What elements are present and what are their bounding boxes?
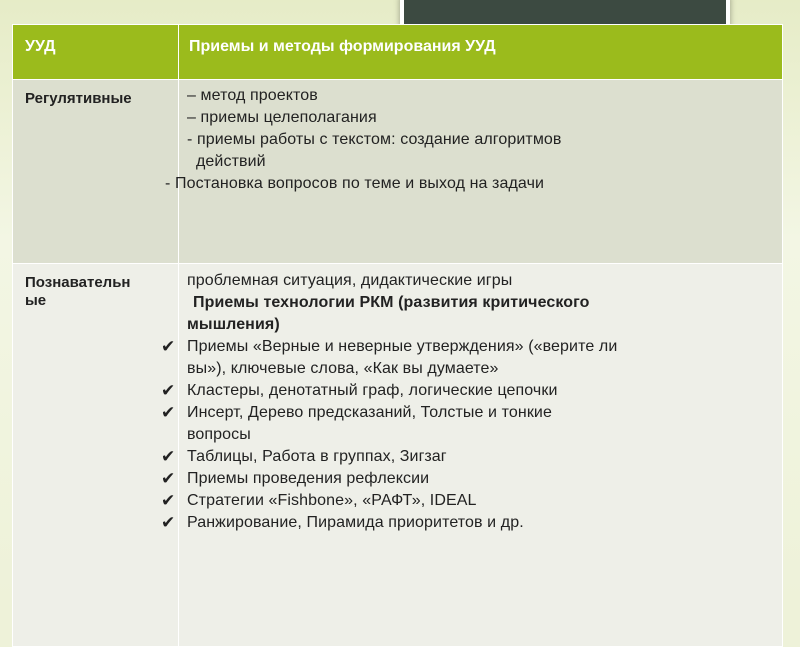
row-label-line: ые [25, 292, 47, 309]
section-heading: Приемы технологии РКМ (развития критического [193, 294, 590, 311]
header-uud: УУД [13, 25, 179, 80]
list-item-text: Таблицы, Работа в группах, Зигзаг [187, 448, 447, 465]
list-item-continuation: вопросы [187, 426, 251, 443]
check-mark-icon: ✔ [161, 337, 176, 356]
row-label-cognitive [13, 264, 179, 647]
list-item-continuation: действий [196, 153, 266, 170]
list-item-text: Ранжирование, Пирамида приоритетов и др. [187, 514, 524, 531]
row-content-regulative [165, 80, 783, 264]
list-item: – приемы целеполагания [187, 109, 377, 126]
check-mark-icon: ✔ [161, 403, 176, 422]
list-item [161, 380, 782, 402]
row-label-line: Познавательн [25, 274, 131, 291]
check-mark-icon: ✔ [161, 381, 176, 400]
list-item-text: Стратегии «Fishbone», «РАФТ», IDEAL [187, 492, 477, 509]
check-mark-icon: ✔ [161, 513, 176, 532]
list-item [161, 512, 782, 534]
check-mark-icon: ✔ [161, 447, 176, 466]
check-mark-icon: ✔ [161, 491, 176, 510]
list-item-text: Приемы «Верные и неверные утверждения» («верите ли [187, 338, 618, 355]
table-row-regulative [13, 80, 783, 264]
row-content-cognitive [161, 264, 783, 647]
list-item-text: Кластеры, денотатный граф, логические цепочки [187, 382, 558, 399]
list-item [161, 336, 782, 358]
list-item: - приемы работы с текстом: создание алгоритмов [187, 131, 562, 148]
list-item-text: Приемы проведения рефлексии [187, 470, 430, 487]
list-item [161, 468, 782, 490]
header-methods: Приемы и методы формирования УУД [179, 25, 783, 80]
row-label-regulative: Регулятивные [13, 80, 179, 264]
table-row-cognitive [13, 264, 783, 647]
intro-text: проблемная ситуация, дидактические игры [187, 272, 513, 289]
list-item [161, 490, 782, 512]
check-mark-icon: ✔ [161, 469, 176, 488]
section-heading-continuation: мышления) [187, 316, 280, 333]
list-item: - Постановка вопросов по теме и выход на задачи [165, 175, 545, 192]
list-item [161, 446, 782, 468]
list-item: – метод проектов [187, 87, 318, 104]
table-header-row [13, 25, 783, 80]
list-item-continuation: вы»), ключевые слова, «Как вы думаете» [187, 360, 499, 377]
uud-table [12, 24, 783, 647]
list-item [161, 402, 782, 424]
list-item-text: Инсерт, Дерево предсказаний, Толстые и тонкие [187, 404, 552, 421]
